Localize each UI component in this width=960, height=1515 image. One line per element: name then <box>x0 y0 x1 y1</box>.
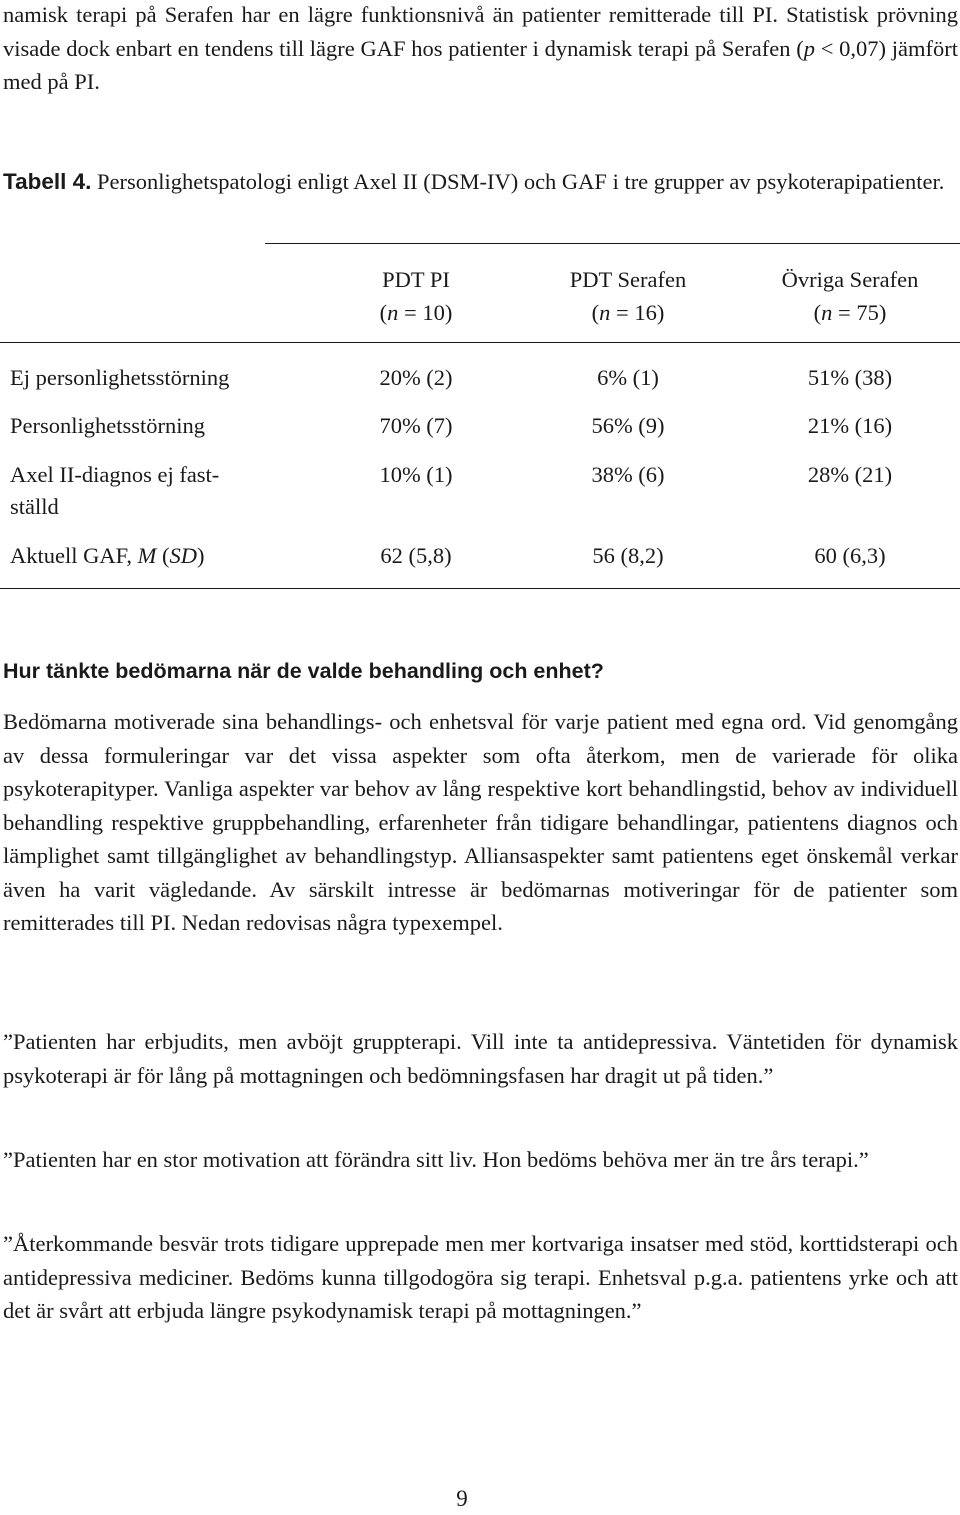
column-header-ovriga-serafen: Övriga Serafen (n = 75) <box>781 267 919 325</box>
quote-2: ”Patienten har en stor motivation att förändra sitt liv. Hon bedöms behöva mer än tre års terapi.” <box>3 1147 869 1172</box>
quote-1: ”Patienten har erbjudits, men avböjt gruppterapi. Vill inte ta antidepressiva. Väntetiden för dynamisk psykoterapi är för lång på mottagningen och bedömningsfasen har dragit ut på tiden.” <box>3 1029 958 1088</box>
table-header-rule <box>0 342 960 343</box>
table-cell: 56% (9) <box>591 413 665 438</box>
table-cell: 28% (21) <box>807 462 893 487</box>
table-cell: 60 (6,3) <box>814 543 886 568</box>
intro-text-b: < 0,07) jämfört med på PI. <box>3 35 958 94</box>
table-caption-label: Tabell 4. <box>3 169 92 194</box>
table-cell: 10% (1) <box>379 462 453 487</box>
page-number: 9 <box>456 1486 468 1511</box>
table-top-rule <box>265 243 960 244</box>
table-caption-text: Personlighetspatologi enligt Axel II (DSM-IV) och GAF i tre grupper av psykoterapipatienter. <box>91 169 945 194</box>
table-cell: 51% (38) <box>807 365 893 390</box>
table-cell: 70% (7) <box>379 413 453 438</box>
row-label: Ej personlighetsstörning <box>10 365 230 390</box>
column-header-pdt-pi: PDT PI (n = 10) <box>379 267 453 325</box>
row-label: Personlighetsstörning <box>10 413 205 438</box>
table-cell: 38% (6) <box>591 462 665 487</box>
row-label: Aktuell GAF, M (SD) <box>10 543 205 568</box>
body-paragraph: Bedömarna motiverade sina behandlings- och enhetsval för varje patient med egna ord. Vid genomgång av dessa formuleringar var det vissa aspekter som ofta återkom, men de varierade för olika psykoterapityper. Vanliga aspekter var behov av lång respektive kort behandlingstid, behov av individuell behandling respektive gruppbehandling, erfarenheter från tidigare behandlingar, patientens diagnos och lämplighet samt tillgänglighet av behandlingstyp. Alliansaspekter samt patientens eget önskemål verkar även ha varit vägledande. Av särskilt intresse är bedömarnas motiveringar för de patienter som remitterades till PI. Nedan redovisas några typexempel. <box>3 709 958 935</box>
table-cell: 20% (2) <box>379 365 453 390</box>
row-label: Axel II-diagnos ej fast- ställd <box>10 462 220 519</box>
table-cell: 56 (8,2) <box>592 543 664 568</box>
p-symbol: p <box>803 35 816 61</box>
table-bottom-rule <box>0 588 960 589</box>
table-caption <box>3 165 958 199</box>
quote-3: ”Återkommande besvär trots tidigare upprepade men mer kortvariga insatser med stöd, korttidsterapi och antidepressiva mediciner. Bedöms kunna tillgodogöra sig terapi. Enhetsval p.g.a. patientens yrke och att det är svårt att erbjuda längre psykodynamisk terapi på mottagningen.” <box>3 1231 958 1323</box>
table-cell: 21% (16) <box>807 413 893 438</box>
table-cell: 6% (1) <box>597 365 659 390</box>
section-heading: Hur tänkte bedömarna när de valde behandling och enhet? <box>3 659 604 683</box>
column-header-pdt-serafen: PDT Serafen (n = 16) <box>569 267 687 325</box>
intro-text-a: namisk terapi på Serafen har en lägre funktionsnivå än patienter remitterade till PI. Statistisk prövning visade dock enbart en tendens till lägre GAF hos patienter i dynamisk terapi på Serafen ( <box>3 2 958 61</box>
table-cell: 62 (5,8) <box>380 543 452 568</box>
intro-paragraph <box>3 0 958 99</box>
